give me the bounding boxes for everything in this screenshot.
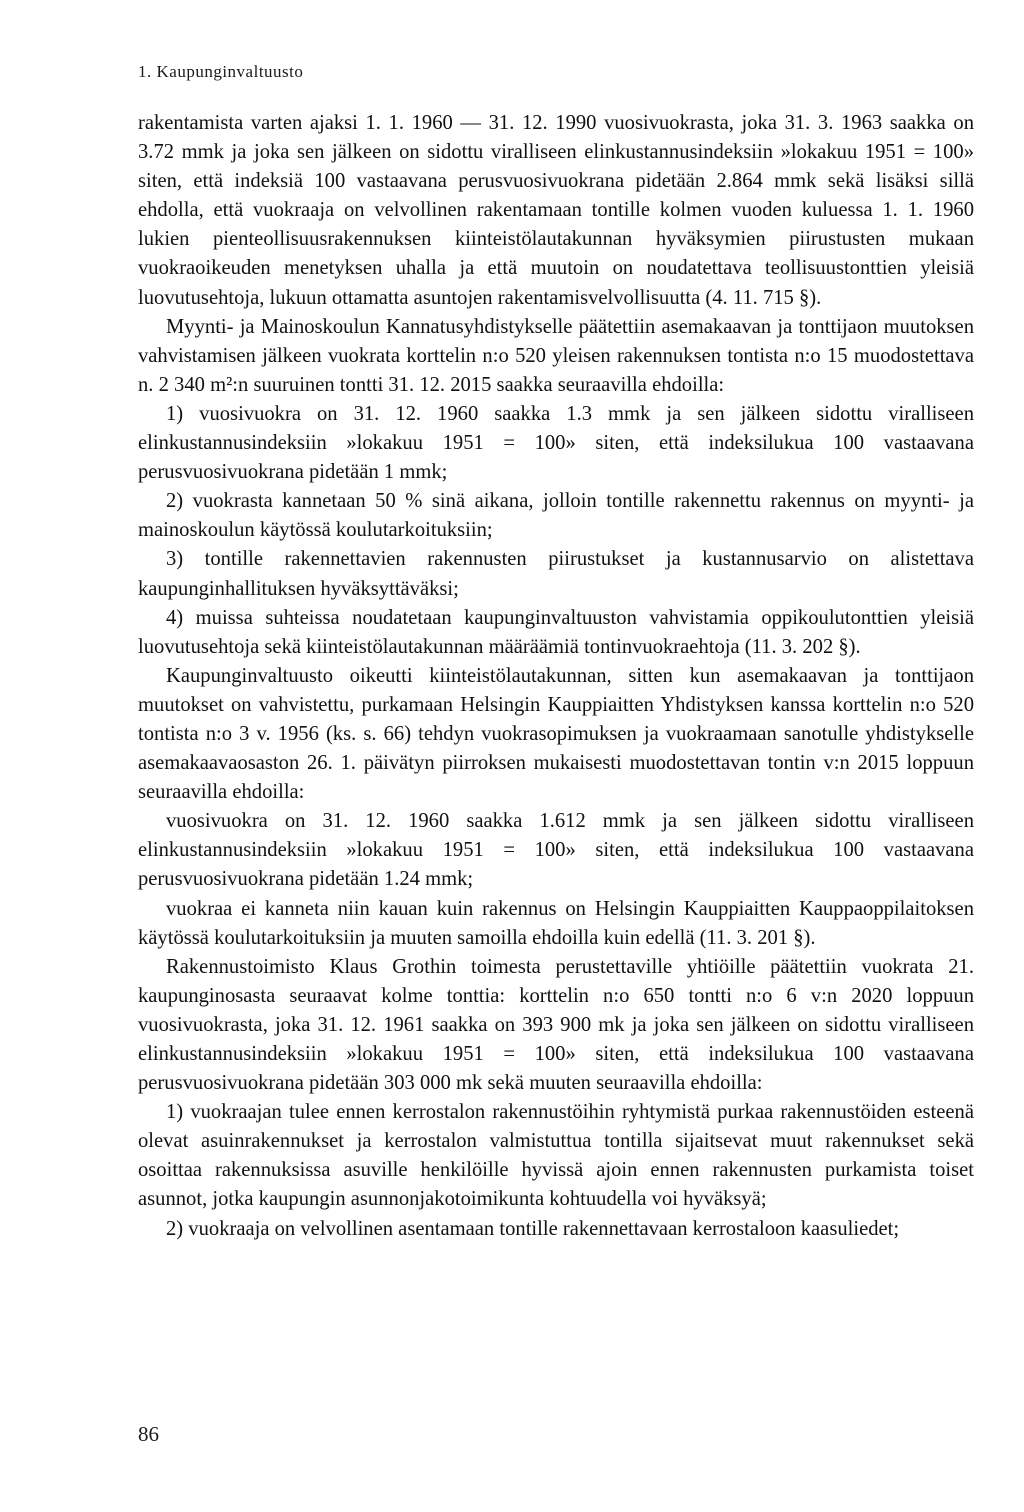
paragraph: rakentamista varten ajaksi 1. 1. 1960 — 31. 12. 1990 vuosivuokrasta, joka 31. 3. 1963 saakka on 3.72 mmk ja joka sen jälkeen on sidottu viralliseen elinkustannusindeksiin »lokakuu 1951 = 100» siten, että indeksiä 100 vastaavana perusvuosivuokrana pidetään 2.864 mmk sekä lisäksi sillä ehdolla, että vuokraaja on velvollinen rakentamaan tontille kolmen vuoden kuluessa 1. 1. 1960 lukien pienteollisuusrakennuksen kiinteistölautakunnan hyväksymien piirustusten mukaan vuokraoikeuden menetyksen uhalla ja että muutoin on noudatettava teollisuustonttien yleisiä luovutusehtoja, lukuun ottamatta asuntojen rakentamisvelvollisuutta (4. 11. 715 §). bbox=[138, 112, 974, 309]
paragraph: Myynti- ja Mainoskoulun Kannatusyhdistykselle päätettiin asemakaavan ja tonttijaon muutoksen vahvistamisen jälkeen vuokrata korttelin n:o 520 yleisen rakennuksen tontista n:o 15 muodostettava n. 2 340 m²:n suuruinen tontti 31. 12. 2015 saakka seuraavilla ehdoilla: bbox=[138, 315, 974, 396]
list-item: 2) vuokrasta kannetaan 50 % sinä aikana, jolloin tontille rakennettu rakennus on myynti- ja mainoskoulun käytössä koulutarkoituksiin; bbox=[138, 490, 974, 542]
running-header: 1. Kaupunginvaltuusto bbox=[138, 62, 304, 81]
paragraph: vuosivuokra on 31. 12. 1960 saakka 1.612 mmk ja sen jälkeen sidottu viralliseen elinkustannusindeksiin »lokakuu 1951 = 100» siten, että indeksilukua 100 vastaavana perusvuosivuokrana pidetään 1.24 mmk; bbox=[138, 810, 974, 891]
paragraph: Rakennustoimisto Klaus Grothin toimesta perustettaville yhtiöille päätettiin vuokrata 21. kaupunginosasta seuraavat kolme tonttia: korttelin n:o 650 tontti n:o 6 v:n 2020 loppuun vuosivuokrasta, joka 31. 12. 1961 saakka on 393 900 mk ja joka sen jälkeen on sidottu viralliseen elinkustannusindeksiin »lokakuu 1951 = 100» siten, että indeksilukua 100 vastaavana perusvuosivuokrana pidetään 303 000 mk sekä muuten seuraavilla ehdoilla: bbox=[138, 955, 974, 1095]
paragraph: vuokraa ei kanneta niin kauan kuin rakennus on Helsingin Kauppiaitten Kauppaoppilaitoksen käytössä koulutarkoituksiin ja muuten samoilla ehdoilla kuin edellä (11. 3. 201 §). bbox=[138, 897, 974, 949]
body-text bbox=[138, 109, 974, 1244]
list-item: 1) vuokraajan tulee ennen kerrostalon rakennustöihin ryhtymistä purkaa rakennustöiden esteenä olevat asuinrakennukset ja kerrostalon valmistuttua tontilla sijaitsevat muut rakennukset sekä osoittaa rakennuksissa asuville henkilöille hyvissä ajoin ennen rakennusten purkamista toiset asunnot, jotka kaupungin asunnonjakotoimikunta kohtuudella voi hyväksyä; bbox=[138, 1101, 974, 1211]
list-item: 1) vuosivuokra on 31. 12. 1960 saakka 1.3 mmk ja sen jälkeen sidottu viralliseen elinkustannusindeksiin »lokakuu 1951 = 100» siten, että indeksilukua 100 vastaavana perusvuosivuokrana pidetään 1 mmk; bbox=[138, 402, 974, 484]
paragraph: Kaupunginvaltuusto oikeutti kiinteistölautakunnan, sitten kun asemakaavan ja tonttijaon muutokset on vahvistettu, purkamaan Helsingin Kauppiaitten Yhdistyksen kanssa korttelin n:o 520 tontista n:o 3 v. 1956 (ks. s. 66) tehdyn vuokrasopimuksen ja vuokraamaan sanotulle yhdistykselle asemakaavaosaston 26. 1. päivätyn piirroksen mukaisesti muodostettavan tontin v:n 2015 loppuun seuraavilla ehdoilla: bbox=[138, 664, 974, 804]
list-item: 2) vuokraaja on velvollinen asentamaan tontille rakennettavaan kerrostaloon kaasuliedet; bbox=[166, 1217, 900, 1240]
list-item: 4) muissa suhteissa noudatetaan kaupunginvaltuuston vahvistamia oppikoulutonttien yleisiä luovutusehtoja sekä kiinteistölautakunnan määräämiä tontinvuokraehtoja (11. 3. 202 §). bbox=[138, 606, 974, 658]
list-item: 3) tontille rakennettavien rakennusten piirustukset ja kustannusarvio on alistettava kaupunginhallituksen hyväksyttäväksi; bbox=[138, 548, 974, 600]
page-number: 86 bbox=[138, 1422, 159, 1446]
